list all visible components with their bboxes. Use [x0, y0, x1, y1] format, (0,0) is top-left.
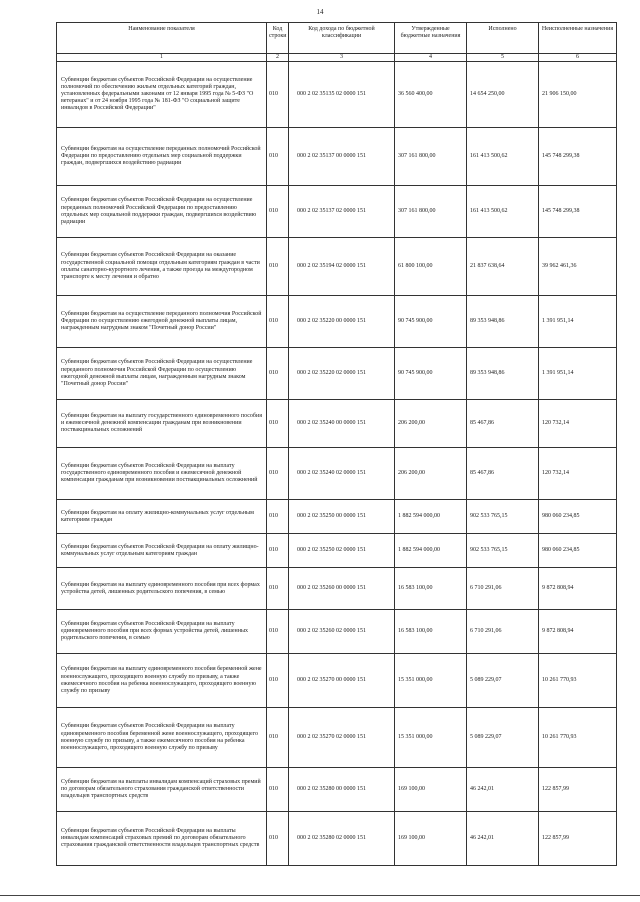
row-executed: 89 353 948,86 [467, 348, 539, 400]
row-unexecuted: 145 748 299,38 [539, 186, 617, 238]
header-unexecuted: Неисполненные назначения [539, 23, 617, 54]
row-code: 010 [267, 500, 289, 534]
row-executed: 46 242,01 [467, 812, 539, 866]
column-number: 3 [289, 54, 395, 62]
row-approved: 16 583 100,00 [395, 610, 467, 654]
footer-divider [0, 895, 640, 896]
row-approved: 169 100,00 [395, 768, 467, 812]
row-approved: 36 560 400,00 [395, 62, 467, 128]
row-unexecuted: 122 857,99 [539, 812, 617, 866]
table-row [57, 296, 617, 348]
row-kd: 000 2 02 35270 02 0000 151 [289, 708, 395, 768]
row-unexecuted: 39 962 461,36 [539, 238, 617, 296]
budget-execution-table [56, 22, 617, 866]
row-kd: 000 2 02 35260 00 0000 151 [289, 568, 395, 610]
row-name: Субвенции бюджетам на осуществление переданных полномочий Российской Федерации по предоставлению отдельных мер социальной поддержки граждан, подвергшихся воздействию радиации [57, 128, 267, 186]
row-name: Субвенции бюджетам субъектов Российской Федерации на выплаты инвалидам компенсаций страховых премий по договорам обязательного страхования гражданской ответственности владельцев транспортных средств [57, 812, 267, 866]
row-executed: 46 242,01 [467, 768, 539, 812]
row-code: 010 [267, 186, 289, 238]
row-approved: 16 583 100,00 [395, 568, 467, 610]
table-row [57, 186, 617, 238]
row-executed: 85 467,86 [467, 448, 539, 500]
header-executed: Исполнено [467, 23, 539, 54]
row-unexecuted: 145 748 299,38 [539, 128, 617, 186]
row-name: Субвенции бюджетам субъектов Российской Федерации на оплату жилищно-коммунальных услуг отдельным категориям граждан [57, 534, 267, 568]
row-code: 010 [267, 62, 289, 128]
row-approved: 307 161 800,00 [395, 128, 467, 186]
row-code: 010 [267, 610, 289, 654]
row-unexecuted: 980 060 234,85 [539, 500, 617, 534]
row-code: 010 [267, 128, 289, 186]
row-unexecuted: 1 391 951,14 [539, 348, 617, 400]
row-code: 010 [267, 768, 289, 812]
page-number: 14 [316, 8, 324, 16]
header-approved: Утвержденные бюджетные назначения [395, 23, 467, 54]
row-name: Субвенции бюджетам субъектов Российской Федерации на осуществление переданного полномочия Российской Федерации по осуществлению ежегодной денежной выплаты лицам, награжденным нагрудным знаком "Почетный донор России" [57, 348, 267, 400]
row-kd: 000 2 02 35240 02 0000 151 [289, 448, 395, 500]
column-number: 2 [267, 54, 289, 62]
row-code: 010 [267, 448, 289, 500]
row-executed: 161 413 500,62 [467, 128, 539, 186]
row-kd: 000 2 02 35280 02 0000 151 [289, 812, 395, 866]
row-approved: 1 882 594 000,00 [395, 534, 467, 568]
row-executed: 21 837 638,64 [467, 238, 539, 296]
row-unexecuted: 10 261 770,93 [539, 654, 617, 708]
row-unexecuted: 122 857,99 [539, 768, 617, 812]
table-row [57, 448, 617, 500]
table-row [57, 610, 617, 654]
row-kd: 000 2 02 35137 00 0000 151 [289, 128, 395, 186]
row-code: 010 [267, 296, 289, 348]
row-kd: 000 2 02 35250 00 0000 151 [289, 500, 395, 534]
row-kd: 000 2 02 35137 02 0000 151 [289, 186, 395, 238]
column-number: 4 [395, 54, 467, 62]
row-name: Субвенции бюджетам на выплаты инвалидам компенсаций страховых премий по договорам обязательного страхования гражданской ответственности владельцев транспортных средств [57, 768, 267, 812]
row-code: 010 [267, 812, 289, 866]
table-row [57, 348, 617, 400]
row-code: 010 [267, 534, 289, 568]
row-name: Субвенции бюджетам субъектов Российской Федерации на выплату государственного единовременного пособия и ежемесячной денежной компенсации гражданам при возникновении поствакцинальных осложнений [57, 448, 267, 500]
row-kd: 000 2 02 35194 02 0000 151 [289, 238, 395, 296]
row-name: Субвенции бюджетам субъектов Российской Федерации на оказание государственной социальной помощи отдельным категориям граждан в части оплаты санаторно-курортного лечения, а также проезда на междугородном транспорте к месту лечения и обратно [57, 238, 267, 296]
row-kd: 000 2 02 35280 00 0000 151 [289, 768, 395, 812]
row-executed: 14 654 250,00 [467, 62, 539, 128]
row-unexecuted: 980 060 234,85 [539, 534, 617, 568]
header-name: Наименование показателя [57, 23, 267, 54]
table-row [57, 62, 617, 128]
table-row [57, 500, 617, 534]
row-name: Субвенции бюджетам субъектов Российской Федерации на осуществление полномочий по обеспечению жильем отдельных категорий граждан, установленных федеральными законами от 12 января 1995 года № 5-ФЗ "О ветеранах" и от 24 ноября 1995 года № 181-ФЗ "О социальной защите инвалидов в Российской Федерации" [57, 62, 267, 128]
row-kd: 000 2 02 35260 02 0000 151 [289, 610, 395, 654]
table-row [57, 654, 617, 708]
row-kd: 000 2 02 35240 00 0000 151 [289, 400, 395, 448]
row-name: Субвенции бюджетам на осуществление переданного полномочия Российской Федерации по осуществлению ежегодной денежной выплаты лицам, награжденным нагрудным знаком "Почетный донор России" [57, 296, 267, 348]
row-approved: 169 100,00 [395, 812, 467, 866]
row-unexecuted: 9 872 808,94 [539, 568, 617, 610]
row-unexecuted: 120 732,14 [539, 400, 617, 448]
table-row [57, 128, 617, 186]
column-number-row [57, 54, 617, 62]
row-name: Субвенции бюджетам на выплату государственного единовременного пособия и ежемесячной денежной компенсации гражданам при возникновении поствакцинальных осложнений [57, 400, 267, 448]
row-executed: 85 467,86 [467, 400, 539, 448]
row-unexecuted: 120 732,14 [539, 448, 617, 500]
header-row [57, 23, 617, 54]
row-name: Субвенции бюджетам субъектов Российской Федерации на осуществление переданных полномочий Российской Федерации по предоставлению отдельных мер социальной поддержки граждан, подвергшихся воздействию радиации [57, 186, 267, 238]
row-approved: 1 882 594 000,00 [395, 500, 467, 534]
row-executed: 161 413 500,62 [467, 186, 539, 238]
row-code: 010 [267, 400, 289, 448]
row-executed: 902 533 765,15 [467, 534, 539, 568]
row-kd: 000 2 02 35250 02 0000 151 [289, 534, 395, 568]
row-executed: 902 533 765,15 [467, 500, 539, 534]
row-kd: 000 2 02 35220 00 0000 151 [289, 296, 395, 348]
table-row [57, 238, 617, 296]
table-row [57, 534, 617, 568]
row-executed: 6 710 291,06 [467, 568, 539, 610]
row-executed: 5 089 229,07 [467, 654, 539, 708]
row-code: 010 [267, 654, 289, 708]
row-unexecuted: 9 872 808,94 [539, 610, 617, 654]
row-executed: 6 710 291,06 [467, 610, 539, 654]
column-number: 1 [57, 54, 267, 62]
header-code: Код строки [267, 23, 289, 54]
row-code: 010 [267, 238, 289, 296]
table-row [57, 568, 617, 610]
row-kd: 000 2 02 35135 02 0000 151 [289, 62, 395, 128]
table-row [57, 400, 617, 448]
row-name: Субвенции бюджетам субъектов Российской Федерации на выплату единовременного пособия при всех формах устройства детей, лишенных родительского попечения, в семью [57, 610, 267, 654]
row-approved: 15 351 000,00 [395, 708, 467, 768]
row-name: Субвенции бюджетам на выплату единовременного пособия при всех формах устройства детей, лишенных родительского попечения, в семью [57, 568, 267, 610]
table-row [57, 708, 617, 768]
row-code: 010 [267, 568, 289, 610]
row-unexecuted: 21 906 150,00 [539, 62, 617, 128]
header-kd: Код дохода по бюджетной классификации [289, 23, 395, 54]
row-approved: 90 745 900,00 [395, 296, 467, 348]
column-number: 6 [539, 54, 617, 62]
table-row [57, 768, 617, 812]
row-name: Субвенции бюджетам субъектов Российской Федерации на выплату единовременного пособия беременной жене военнослужащего, проходящего военную службу по призыву, а также ежемесячного пособия на ребенка военнослужащего, проходящего военную службу по призыву [57, 708, 267, 768]
column-number: 5 [467, 54, 539, 62]
table-row [57, 812, 617, 866]
row-approved: 15 351 000,00 [395, 654, 467, 708]
row-unexecuted: 1 391 951,14 [539, 296, 617, 348]
row-name: Субвенции бюджетам на выплату единовременного пособия беременной жене военнослужащего, проходящего военную службу по призыву, а также ежемесячного пособия на ребенка военнослужащего, проходящего военную службу по призыву [57, 654, 267, 708]
row-unexecuted: 10 261 770,93 [539, 708, 617, 768]
row-executed: 89 353 948,86 [467, 296, 539, 348]
row-name: Субвенции бюджетам на оплату жилищно-коммунальных услуг отдельным категориям граждан [57, 500, 267, 534]
row-approved: 206 200,00 [395, 400, 467, 448]
row-kd: 000 2 02 35220 02 0000 151 [289, 348, 395, 400]
row-approved: 307 161 800,00 [395, 186, 467, 238]
row-kd: 000 2 02 35270 00 0000 151 [289, 654, 395, 708]
row-code: 010 [267, 708, 289, 768]
row-approved: 90 745 900,00 [395, 348, 467, 400]
row-code: 010 [267, 348, 289, 400]
row-approved: 61 800 100,00 [395, 238, 467, 296]
row-approved: 206 200,00 [395, 448, 467, 500]
row-executed: 5 089 229,07 [467, 708, 539, 768]
